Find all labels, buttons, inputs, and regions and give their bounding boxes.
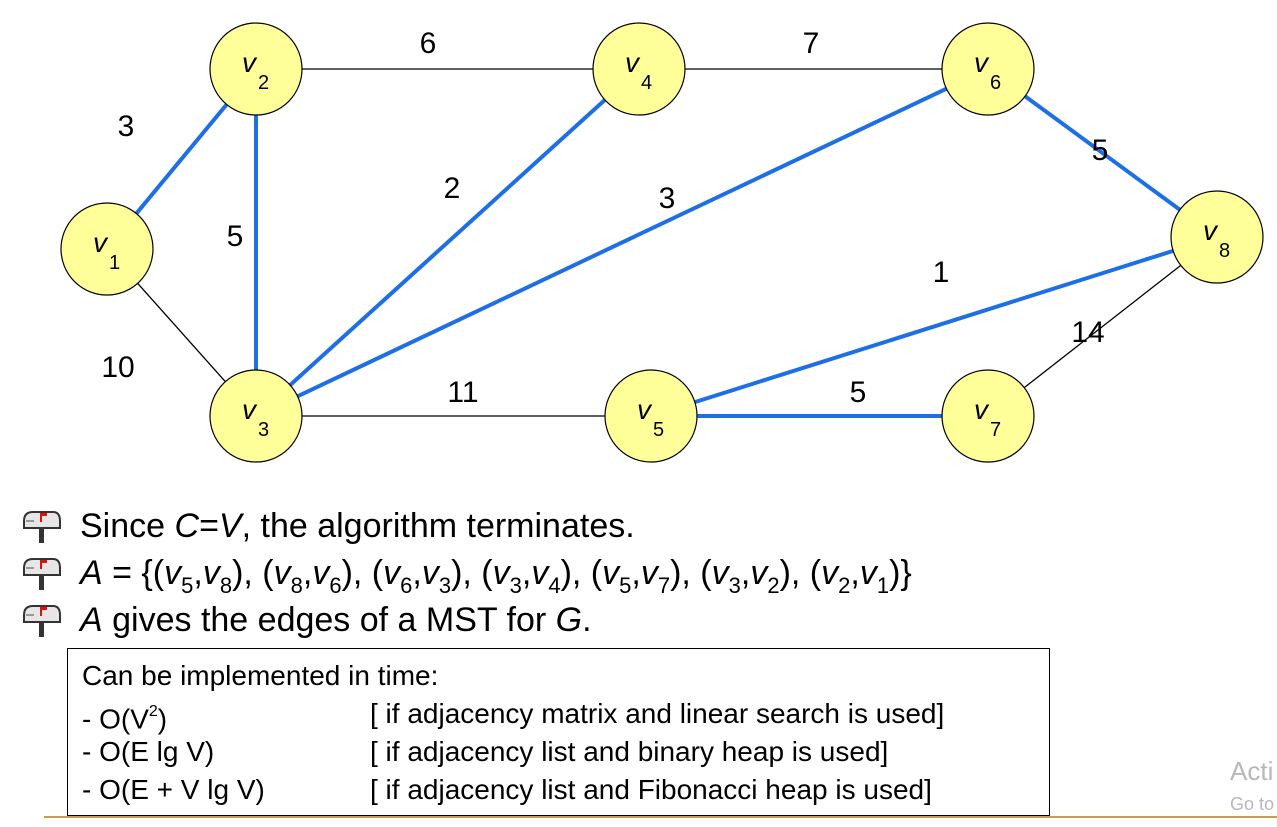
var-a: A — [80, 601, 103, 639]
node-label: $v_4$ — [625, 47, 653, 94]
edge-weight-v4-v6: 7 — [802, 26, 820, 60]
edge-v1-v3 — [138, 283, 226, 381]
complexity-row — [82, 695, 1049, 733]
edge-weight-v6-v8: 5 — [1091, 133, 1109, 167]
node-circle — [210, 23, 302, 115]
bullet-edge-set — [20, 550, 912, 597]
node-label: $v_6$ — [974, 47, 1002, 94]
node-label: $v_5$ — [637, 394, 665, 441]
edge-v3-v6-mst — [298, 89, 947, 397]
edge-weight-v7-v8: 14 — [1071, 315, 1105, 349]
node-circle — [942, 23, 1034, 115]
text-set-close: } — [900, 554, 912, 592]
edge-v3-v4-mst — [290, 100, 605, 385]
exponent: 2 — [148, 703, 158, 720]
var-c: C — [174, 507, 200, 545]
heading-text: Can be implemented in time: — [82, 660, 439, 691]
complexity-box — [67, 648, 1050, 816]
var-g: G — [555, 601, 583, 639]
node-v5 — [605, 370, 697, 462]
edge-weight-v2-v3: 5 — [226, 219, 244, 253]
var-a: A — [80, 554, 103, 592]
edge-pair: $(v_3,v_2)$, — [700, 554, 810, 598]
bullet-mst — [20, 597, 912, 644]
node-circle — [210, 370, 302, 462]
activation-watermark-sub: Go to — [1230, 794, 1275, 814]
text-terminates: , the algorithm terminates. — [241, 507, 635, 545]
node-circle — [1171, 191, 1263, 283]
node-label: $v_3$ — [242, 394, 270, 441]
complexity-value: - $O(V^2)$ — [82, 703, 168, 735]
edge-weight-v2-v4: 6 — [419, 26, 437, 60]
edge-weight-v3-v4: 2 — [443, 171, 461, 205]
edge-weight-v5-v8: 1 — [932, 255, 950, 289]
text-set-open: = { — [102, 554, 153, 592]
edge-v1-v2-mst — [136, 104, 226, 213]
node-v6 — [942, 23, 1034, 115]
edge-weight-v3-v6: 3 — [658, 181, 676, 215]
footer-rule — [44, 816, 1277, 818]
edge-pair: $(v_6,v_3)$, — [371, 554, 482, 598]
mailbox-bullet-icon — [20, 509, 62, 545]
complexity-note: [ if adjacency list and Fibonacci heap is used] — [370, 774, 932, 805]
node-label: $v_1$ — [93, 227, 121, 274]
var-v: V — [218, 507, 242, 545]
complexity-row — [82, 771, 1049, 809]
node-v2 — [210, 23, 302, 115]
edge-weight-v1-v3: 10 — [101, 350, 135, 384]
node-circle — [593, 23, 685, 115]
edge-pair: $(v_5,v_7)$, — [590, 554, 701, 598]
node-circle — [61, 203, 153, 295]
edge-pair-list — [152, 554, 901, 598]
edge-weight-v5-v7: 5 — [849, 375, 867, 409]
text-gives-edges: gives the edges of a MST for — [102, 601, 556, 639]
edge-pair: $(v_8,v_6)$, — [262, 554, 372, 598]
activation-watermark: Acti — [1230, 756, 1274, 786]
complexity-note: [ if adjacency list and binary heap is used] — [370, 736, 889, 767]
complexity-heading — [82, 657, 1049, 695]
edge-pair: $(v_3,v_4)$, — [481, 554, 591, 598]
complexity-note: [ if adjacency matrix and linear search is used] — [370, 698, 945, 729]
text-equals: = — [199, 507, 219, 545]
edge-weight-v3-v5: 11 — [447, 375, 479, 409]
node-label: $v_7$ — [974, 394, 1002, 441]
mailbox-bullet-icon — [20, 556, 62, 592]
text-period: . — [582, 601, 592, 639]
node-circle — [942, 370, 1034, 462]
node-v7 — [942, 370, 1034, 462]
edge-pair: $(v_2,v_1)$ — [809, 554, 901, 598]
complexity-row — [82, 733, 1049, 771]
node-v3 — [210, 370, 302, 462]
node-circle — [605, 370, 697, 462]
node-v8 — [1171, 191, 1263, 283]
complexity-value: - O(E + V lg V) — [82, 774, 265, 805]
edge-weight-v1-v2: 3 — [117, 109, 135, 143]
node-v4 — [593, 23, 685, 115]
mailbox-bullet-icon — [20, 603, 62, 639]
bullet-list — [20, 503, 912, 644]
node-label: $v_2$ — [242, 47, 270, 94]
text-since: Since — [80, 507, 175, 545]
bullet-terminates — [20, 503, 912, 550]
complexity-value: - O(E lg V) — [82, 736, 215, 767]
node-label: $v_8$ — [1203, 215, 1231, 262]
edge-pair: $(v_5,v_8)$, — [152, 554, 263, 598]
node-v1 — [61, 203, 153, 295]
